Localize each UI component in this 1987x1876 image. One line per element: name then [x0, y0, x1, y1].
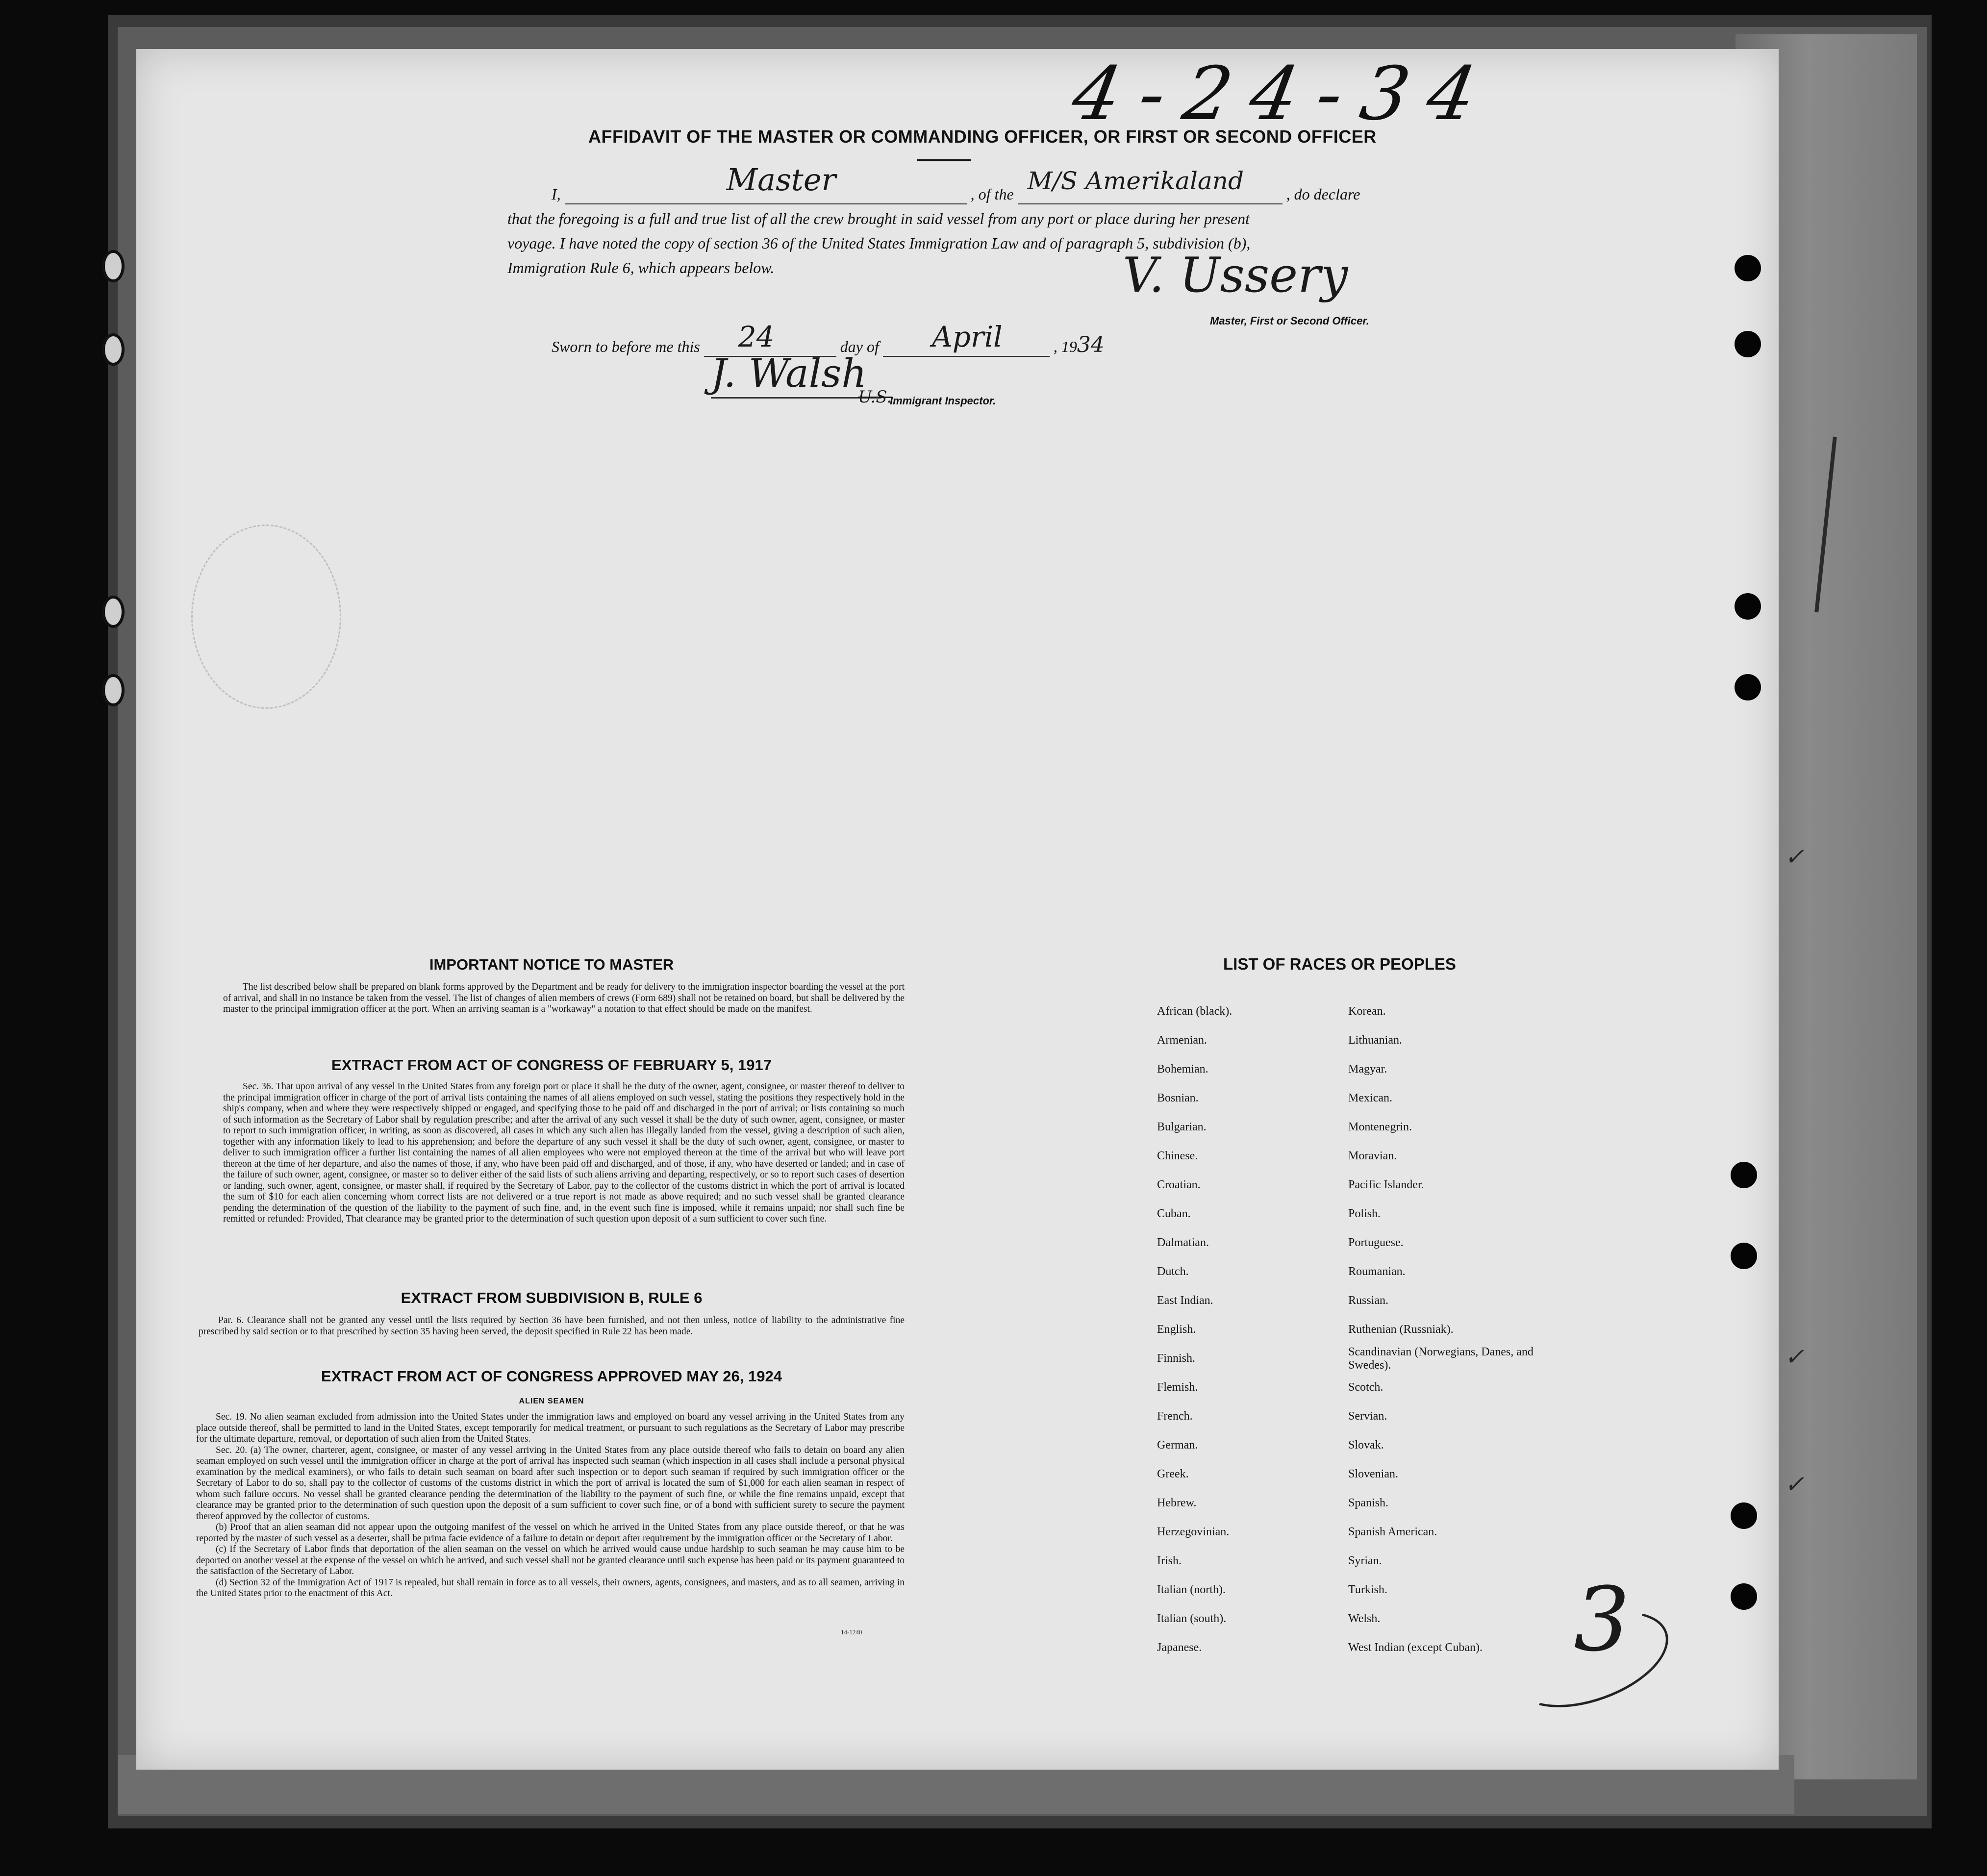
- race-item: English.: [1157, 1323, 1196, 1336]
- master-fill-field: [565, 162, 967, 204]
- check-mark-icon: ✓: [1785, 843, 1805, 871]
- month-fill-field: [883, 320, 1050, 357]
- binder-hole-icon: [1735, 331, 1761, 357]
- binder-hole-icon: [1731, 1583, 1757, 1610]
- year-prefix: , 19: [1053, 338, 1077, 355]
- declaration-do-declare: , do declare: [1286, 185, 1360, 203]
- inspector-caption: Immigrant Inspector.: [890, 395, 996, 407]
- race-item: Italian (north).: [1157, 1583, 1226, 1596]
- master-fill-value: Master: [726, 162, 836, 198]
- extract-1924-body: [196, 1412, 905, 1600]
- race-item: Ruthenian (Russniak).: [1348, 1323, 1454, 1336]
- race-item: Bulgarian.: [1157, 1121, 1207, 1133]
- race-item: Dalmatian.: [1157, 1236, 1209, 1249]
- declaration-line-1: [552, 162, 1360, 204]
- paragraph-6-text: Par. 6. Clearance shall not be granted any vessel until the lists required by Section 36 have been furnished, and not then unless, notice of liability to the administrative fine prescribed by said section or to that prescribed by section 35 having been served, the deposit specified in Rule 22 has been made.: [199, 1315, 905, 1337]
- race-item: Chinese.: [1157, 1150, 1198, 1162]
- race-item: Portuguese.: [1348, 1236, 1404, 1249]
- extract-rule6-title: EXTRACT FROM SUBDIVISION B, RULE 6: [401, 1289, 703, 1306]
- race-item: French.: [1157, 1410, 1193, 1423]
- binder-hole-icon: [1731, 1162, 1757, 1188]
- day-fill-value: 24: [738, 320, 775, 353]
- race-item: Croatian.: [1157, 1178, 1201, 1191]
- vessel-fill-value: M/S Amerikaland: [1027, 167, 1244, 195]
- race-item: Bosnian.: [1157, 1092, 1199, 1104]
- race-item: Korean.: [1348, 1005, 1386, 1018]
- alien-seamen-subtitle: ALIEN SEAMEN: [519, 1397, 584, 1405]
- extract-1917-body: [223, 1081, 905, 1225]
- handwritten-date: 4-24-34: [1066, 51, 1502, 137]
- section-20a-text: Sec. 20. (a) The owner, charterer, agent, consignee, or master of any vessel arriving in the United States from any place outside thereof who fails to detain on board any alien seaman employed on such vessel until the immigration officer in charge at the port of arrival has inspected such seaman (which inspection in all cases shall include a personal physical examination by the medical examiners), or who fails to detain such seaman on board after such inspection or to deport such seaman if required by such immigration officer or the Secretary of Labor to do so, shall pay to the collector of customs of the customs district in which the port of arrival is located the sum of $1,000 for each alien seaman in respect of whom such failure occurs. No vessel shall be granted clearance pending the determination of the liability to the payment of such fine, or while the fine remains unpaid, except that clearance may be granted prior to the determination of such question upon the deposit of a sum sufficient to cover such fine, or of a bond with sufficient surety to secure the payment thereof approved by the collector of customs.: [196, 1445, 905, 1522]
- race-item: Italian (south).: [1157, 1612, 1227, 1625]
- race-item: Scandinavian (Norwegians, Danes, and Swedes).: [1348, 1346, 1534, 1372]
- race-item: Herzegovinian.: [1157, 1526, 1230, 1538]
- race-item: Irish.: [1157, 1554, 1182, 1567]
- section-20c-text: (c) If the Secretary of Labor finds that deportation of the alien seaman on the vessel on which he arrived would cause undue hardship to such seaman he may cause him to be deported on another vessel at the expense of the vessel on which he arrived, and such vessel shall not be granted clearance until such expense has been paid or its payment guaranteed to the satisfaction of the Secretary of Labor.: [196, 1544, 905, 1576]
- race-item: Flemish.: [1157, 1381, 1198, 1394]
- section-36-text: Sec. 36. That upon arrival of any vessel in the United States from any foreign port or place it shall be the duty of the owner, agent, consignee, or master thereof to deliver to the principal immigration officer in charge of the port of arrival lists containing the names of all aliens employed on such vessel, stating the positions they respectively hold in the ship's company, when and where they were respectively shipped or engaged, and specifying those to be paid off and discharged in the port of arrival; or lists containing so much of such information as the Secretary of Labor shall by regulation prescribe; and after the arrival of any such vessel it shall be the duty of such owner, agent, consignee, or master to report to such immigration officer, in writing, as soon as discovered, all cases in which any such alien has illegally landed from the vessel, giving a description of such alien, together with any information likely to lead to his apprehension; and before the departure of any such vessel it shall be the duty of such owner, agent, consignee, or master to deliver to such immigration officer a further list containing the names of all alien employees who were not employed thereon at the time of the arrival but who will leave port thereon at the time of her departure, and also the names of those, if any, who have been paid off and discharged, and of those, if any, who have deserted or landed; and in case of the failure of such owner, agent, consignee, or master so to deliver either of the said lists of such aliens arriving and departing, respectively, or so to report such cases of desertion or landing, such owner, agent, consignee, or master shall, if required by the Secretary of Labor, pay to the collector of the customs district in which the port of arrival is located the sum of $10 for each alien concerning whom correct lists are not delivered or a true report is not made as above required; and no such vessel shall be granted clearance pending the determination of the question of the liability to the payment of such fine, and, in the event such fine is imposed, while it remains unpaid; nor shall such fine be remitted or refunded: Provided, That clearance may be granted prior to the determination of such question upon deposit of a sum sufficient to cover such fine.: [223, 1081, 905, 1224]
- binder-hole-icon: [1731, 1502, 1757, 1529]
- day-of-text: day of: [840, 338, 879, 355]
- binder-hole-icon: [102, 333, 125, 366]
- race-item: West Indian (except Cuban).: [1348, 1641, 1483, 1654]
- inspector-signature: J. Walsh: [711, 350, 881, 399]
- race-item: East Indian.: [1157, 1294, 1213, 1307]
- race-item: Syrian.: [1348, 1554, 1382, 1567]
- race-item: Moravian.: [1348, 1150, 1397, 1162]
- race-item: Welsh.: [1348, 1612, 1381, 1625]
- check-mark-icon: ✓: [1785, 1343, 1805, 1371]
- declaration-line-4: Immigration Rule 6, which appears below.: [507, 259, 775, 276]
- section-19-text: Sec. 19. No alien seaman excluded from admission into the United States under the immigration laws and employed on board any vessel arriving in the United States from any place outside thereof, shall be permitted to land in the United States, except temporarily for medical treatment, or pursuant to such regulations as the Secretary of Labor may prescribe for the ultimate departure, removal, or deportation of such alien from the United States.: [196, 1412, 905, 1444]
- race-item: Scotch.: [1348, 1381, 1383, 1394]
- race-item: Russian.: [1348, 1294, 1389, 1307]
- race-item: Bohemian.: [1157, 1063, 1208, 1076]
- race-item: Finnish.: [1157, 1352, 1196, 1365]
- binder-hole-icon: [102, 596, 125, 628]
- race-item: Roumanian.: [1348, 1265, 1406, 1278]
- race-item: Lithuanian.: [1348, 1034, 1402, 1047]
- inspector-prefix: U.S.: [858, 387, 892, 407]
- race-item: German.: [1157, 1439, 1198, 1451]
- affidavit-title: AFFIDAVIT OF THE MASTER OR COMMANDING OFFICER, OR FIRST OR SECOND OFFICER: [588, 126, 1377, 147]
- declaration-line-3: voyage. I have noted the copy of section 36 of the United States Immigration Law and of paragraph 5, subdivision (b),: [507, 234, 1251, 252]
- race-item: Japanese.: [1157, 1641, 1202, 1654]
- race-item: Turkish.: [1348, 1583, 1387, 1596]
- race-item: Hebrew.: [1157, 1497, 1197, 1509]
- form-number: 14-1240: [841, 1628, 862, 1636]
- notice-title: IMPORTANT NOTICE TO MASTER: [429, 956, 674, 973]
- race-item: Greek.: [1157, 1468, 1189, 1480]
- declaration-of-the: , of the: [970, 185, 1014, 203]
- master-signature: V. Ussery: [1123, 248, 1348, 303]
- races-list-title: LIST OF RACES OR PEOPLES: [1223, 955, 1456, 973]
- race-item: Servian.: [1348, 1410, 1387, 1423]
- year-fill-value: 34: [1077, 332, 1105, 357]
- race-item: African (black).: [1157, 1005, 1232, 1018]
- race-item: Slovak.: [1348, 1439, 1384, 1451]
- binder-hole-icon: [1735, 593, 1761, 620]
- section-20d-text: (d) Section 32 of the Immigration Act of 1917 is repealed, but shall remain in force as to all vessels, their owners, agents, consignees, and masters, and as to all seamen, arriving in the United States prior to the enactment of this Act.: [196, 1577, 905, 1599]
- race-item: Spanish.: [1348, 1497, 1389, 1509]
- race-item: Polish.: [1348, 1207, 1381, 1220]
- declaration-i: I,: [552, 185, 561, 203]
- binder-hole-icon: [1735, 255, 1761, 281]
- binder-hole-icon: [1731, 1243, 1757, 1269]
- binder-hole-icon: [102, 250, 125, 282]
- notice-body: [223, 982, 905, 1015]
- race-item: Magyar.: [1348, 1063, 1387, 1076]
- declaration-line-2: that the foregoing is a full and true list of all the crew brought in said vessel from any port or place during her present: [507, 210, 1250, 227]
- race-item: Slovenian.: [1348, 1468, 1398, 1480]
- race-item: Pacific Islander.: [1348, 1178, 1424, 1191]
- extract-1924-title: EXTRACT FROM ACT OF CONGRESS APPROVED MAY 26, 1924: [321, 1368, 782, 1385]
- extract-1917-title: EXTRACT FROM ACT OF CONGRESS OF FEBRUARY 5, 1917: [331, 1056, 772, 1074]
- notice-paragraph: The list described below shall be prepared on blank forms approved by the Department and be ready for delivery to the immigration inspector boarding the vessel at the port of arrival, and shall in no instance be taken from the vessel. The list of changes of alien members of crews (Form 689) shall not be retained on board, but shall be delivered by the master to the principal immigration officer at the port. When an arriving seaman is a "workaway" a notation to that effect should be made on the manifest.: [223, 982, 905, 1014]
- race-item: Cuban.: [1157, 1207, 1191, 1220]
- race-item: Mexican.: [1348, 1092, 1392, 1104]
- month-fill-value: April: [931, 320, 1003, 353]
- race-item: Armenian.: [1157, 1034, 1207, 1047]
- embossed-seal: [191, 525, 341, 709]
- race-item: Spanish American.: [1348, 1526, 1437, 1538]
- section-20b-text: (b) Proof that an alien seaman did not appear upon the outgoing manifest of the vessel on which he arrived in the United States from any place outside thereof, or that he was reported by the master of such vessel as a deserter, shall be prima facie evidence of a failure to detain or deport after requirement by the immigration officer or the Secretary of Labor.: [196, 1522, 905, 1544]
- master-signature-caption: Master, First or Second Officer.: [1210, 315, 1369, 327]
- extract-rule6-body: [199, 1315, 905, 1337]
- marginal-number: 3: [1574, 1569, 1630, 1671]
- binder-hole-icon: [1735, 674, 1761, 700]
- vessel-fill-field: [1018, 167, 1283, 204]
- sworn-text: Sworn to before me this: [552, 338, 700, 355]
- race-item: Dutch.: [1157, 1265, 1189, 1278]
- race-item: Montenegrin.: [1348, 1121, 1412, 1133]
- title-rule: [917, 159, 971, 161]
- binder-hole-icon: [102, 674, 125, 706]
- check-mark-icon: ✓: [1785, 1471, 1805, 1498]
